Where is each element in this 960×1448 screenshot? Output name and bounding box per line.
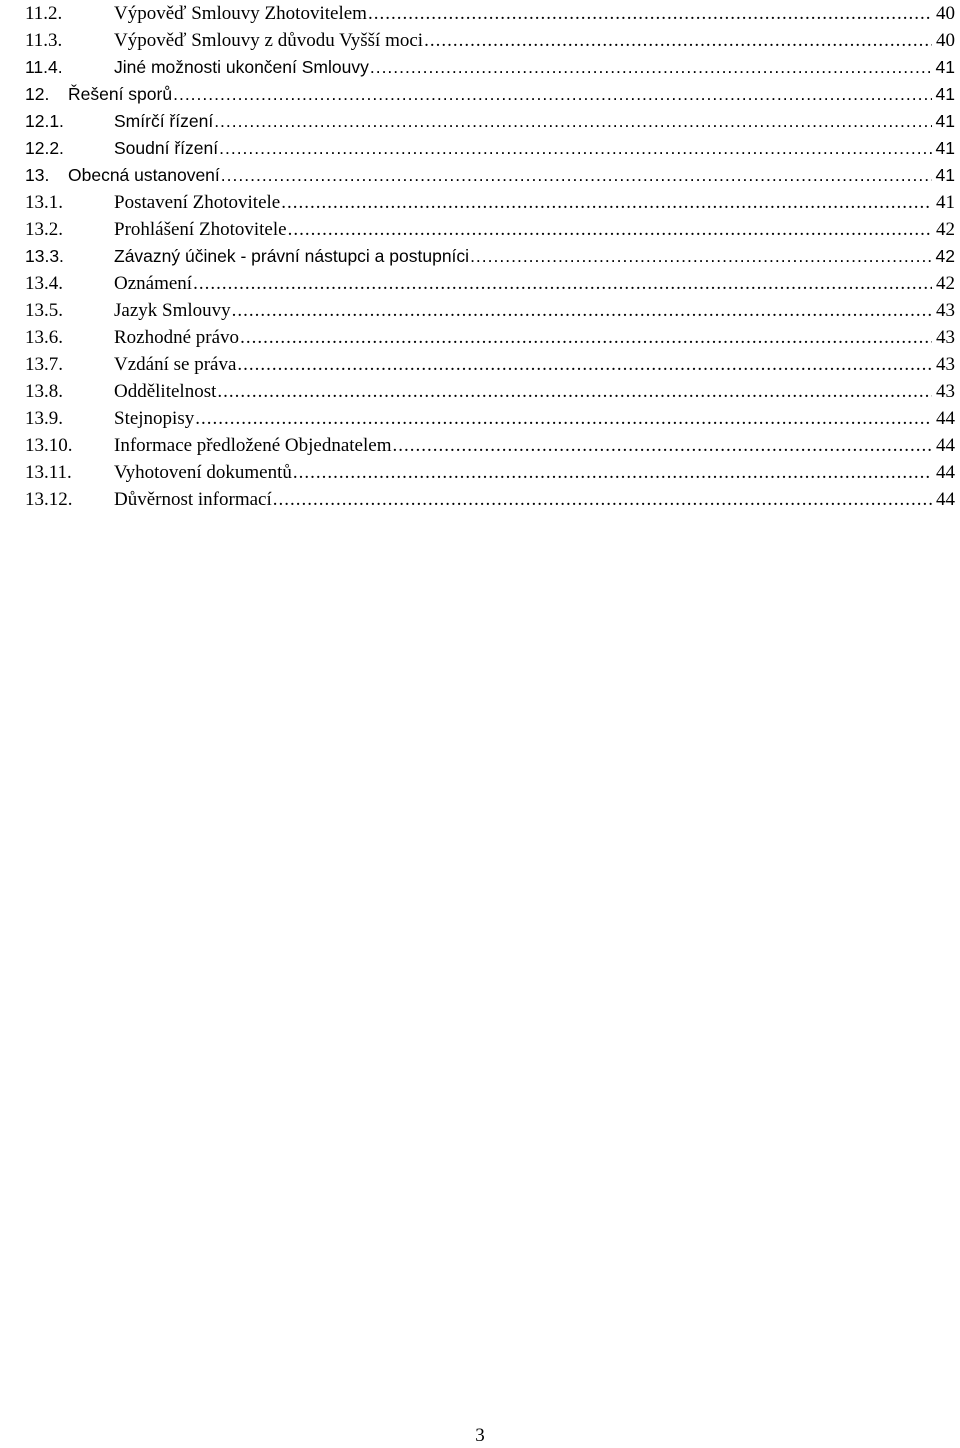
toc-entry-title: Oddělitelnost — [114, 381, 217, 402]
page-number: 3 — [475, 1425, 485, 1446]
toc-dot-leader — [193, 270, 932, 297]
toc-entry-title: Jiné možnosti ukončení Smlouvy — [114, 57, 369, 77]
toc-dot-leader — [370, 54, 932, 81]
toc-entry-title: Závazný účinek - právní nástupci a postupníci — [114, 246, 470, 266]
toc-entry-number: 11.4. — [25, 57, 63, 77]
toc-dot-leader — [232, 297, 932, 324]
toc-entry-page: 44 — [936, 462, 955, 483]
toc-dot-leader — [281, 189, 932, 216]
toc-dot-leader — [219, 135, 931, 162]
toc-entry-page: 41 — [935, 165, 955, 185]
toc-entry-page: 40 — [936, 3, 955, 24]
toc-entry-page: 43 — [936, 327, 955, 348]
toc-entry[interactable] — [25, 81, 955, 108]
toc-entry-number: 13.4. — [25, 273, 63, 294]
toc-entry[interactable] — [25, 54, 955, 81]
toc-entry[interactable] — [25, 351, 955, 378]
toc-entry-number: 11.3. — [25, 30, 63, 51]
toc-entry-number: 13.3. — [25, 246, 64, 266]
toc-entry-title: Soudní řízení — [114, 138, 219, 158]
toc-entry[interactable] — [25, 243, 955, 270]
toc-dot-leader — [217, 378, 932, 405]
toc-entry[interactable] — [25, 324, 955, 351]
toc-entry-page: 44 — [936, 408, 955, 429]
toc-dot-leader — [221, 162, 932, 189]
toc-entry-number: 13.7. — [25, 354, 63, 375]
toc-entry-page: 43 — [936, 300, 955, 321]
toc-entry-page: 42 — [936, 219, 955, 240]
toc-entry-number: 13.6. — [25, 327, 63, 348]
toc-entry-number: 13.12. — [25, 489, 73, 510]
toc-entry-page: 43 — [936, 354, 955, 375]
toc-entry[interactable] — [25, 216, 955, 243]
toc-entry-number: 13.5. — [25, 300, 63, 321]
toc-entry[interactable] — [25, 486, 955, 513]
toc-entry-title: Řešení sporů — [68, 84, 173, 104]
toc-dot-leader — [173, 81, 931, 108]
toc-entry[interactable] — [25, 405, 955, 432]
toc-entry-title: Výpověď Smlouvy Zhotovitelem — [114, 3, 367, 24]
table-of-contents — [25, 0, 955, 513]
toc-entry[interactable] — [25, 297, 955, 324]
toc-entry[interactable] — [25, 378, 955, 405]
toc-entry-page: 41 — [935, 84, 955, 104]
toc-entry-page: 43 — [936, 381, 955, 402]
toc-entry[interactable] — [25, 162, 955, 189]
toc-dot-leader — [424, 27, 932, 54]
toc-dot-leader — [368, 0, 932, 27]
toc-dot-leader — [293, 459, 932, 486]
toc-entry-title: Obecná ustanovení — [68, 165, 220, 185]
toc-entry[interactable] — [25, 27, 955, 54]
toc-entry[interactable] — [25, 432, 955, 459]
toc-entry-number: 13.10. — [25, 435, 73, 456]
toc-entry-title: Důvěrnost informací — [114, 489, 272, 510]
toc-dot-leader — [288, 216, 932, 243]
toc-dot-leader — [470, 243, 931, 270]
toc-entry-page: 41 — [935, 111, 955, 131]
toc-entry-page: 41 — [935, 138, 955, 158]
toc-entry-title: Stejnopisy — [114, 408, 195, 429]
toc-entry-title: Oznámení — [114, 273, 193, 294]
toc-entry-number: 13. — [25, 165, 50, 185]
toc-entry-number: 11.2. — [25, 3, 63, 24]
toc-entry-title: Postavení Zhotovitele — [114, 192, 281, 213]
toc-dot-leader — [237, 351, 932, 378]
toc-entry-page: 41 — [935, 57, 955, 77]
toc-entry-page: 44 — [936, 435, 955, 456]
toc-dot-leader — [195, 405, 932, 432]
toc-entry[interactable] — [25, 270, 955, 297]
toc-entry-title: Informace předložené Objednatelem — [114, 435, 392, 456]
toc-entry-title: Výpověď Smlouvy z důvodu Vyšší moci — [114, 30, 424, 51]
toc-entry-page: 42 — [936, 273, 955, 294]
toc-entry-page: 41 — [936, 192, 955, 213]
toc-entry-number: 13.2. — [25, 219, 63, 240]
toc-dot-leader — [273, 486, 932, 513]
toc-entry-title: Jazyk Smlouvy — [114, 300, 231, 321]
toc-entry[interactable] — [25, 0, 955, 27]
toc-entry-number: 13.8. — [25, 381, 63, 402]
toc-entry-number: 12.2. — [25, 138, 64, 158]
toc-entry-title: Smírčí řízení — [114, 111, 214, 131]
toc-entry[interactable] — [25, 189, 955, 216]
toc-entry-number: 13.1. — [25, 192, 63, 213]
toc-entry-title: Rozhodné právo — [114, 327, 240, 348]
toc-entry-number: 12. — [25, 84, 50, 104]
toc-entry[interactable] — [25, 108, 955, 135]
toc-entry-page: 42 — [935, 246, 955, 266]
toc-entry-number: 13.9. — [25, 408, 63, 429]
toc-entry-number: 12.1. — [25, 111, 64, 131]
toc-entry-title: Vzdání se práva — [114, 354, 237, 375]
toc-dot-leader — [392, 432, 932, 459]
toc-entry-page: 40 — [936, 30, 955, 51]
toc-entry-page: 44 — [936, 489, 955, 510]
toc-dot-leader — [240, 324, 932, 351]
toc-entry-number: 13.11. — [25, 462, 72, 483]
toc-entry[interactable] — [25, 135, 955, 162]
toc-entry-title: Prohlášení Zhotovitele — [114, 219, 287, 240]
toc-dot-leader — [214, 108, 931, 135]
toc-entry-title: Vyhotovení dokumentů — [114, 462, 292, 483]
toc-entry[interactable] — [25, 459, 955, 486]
